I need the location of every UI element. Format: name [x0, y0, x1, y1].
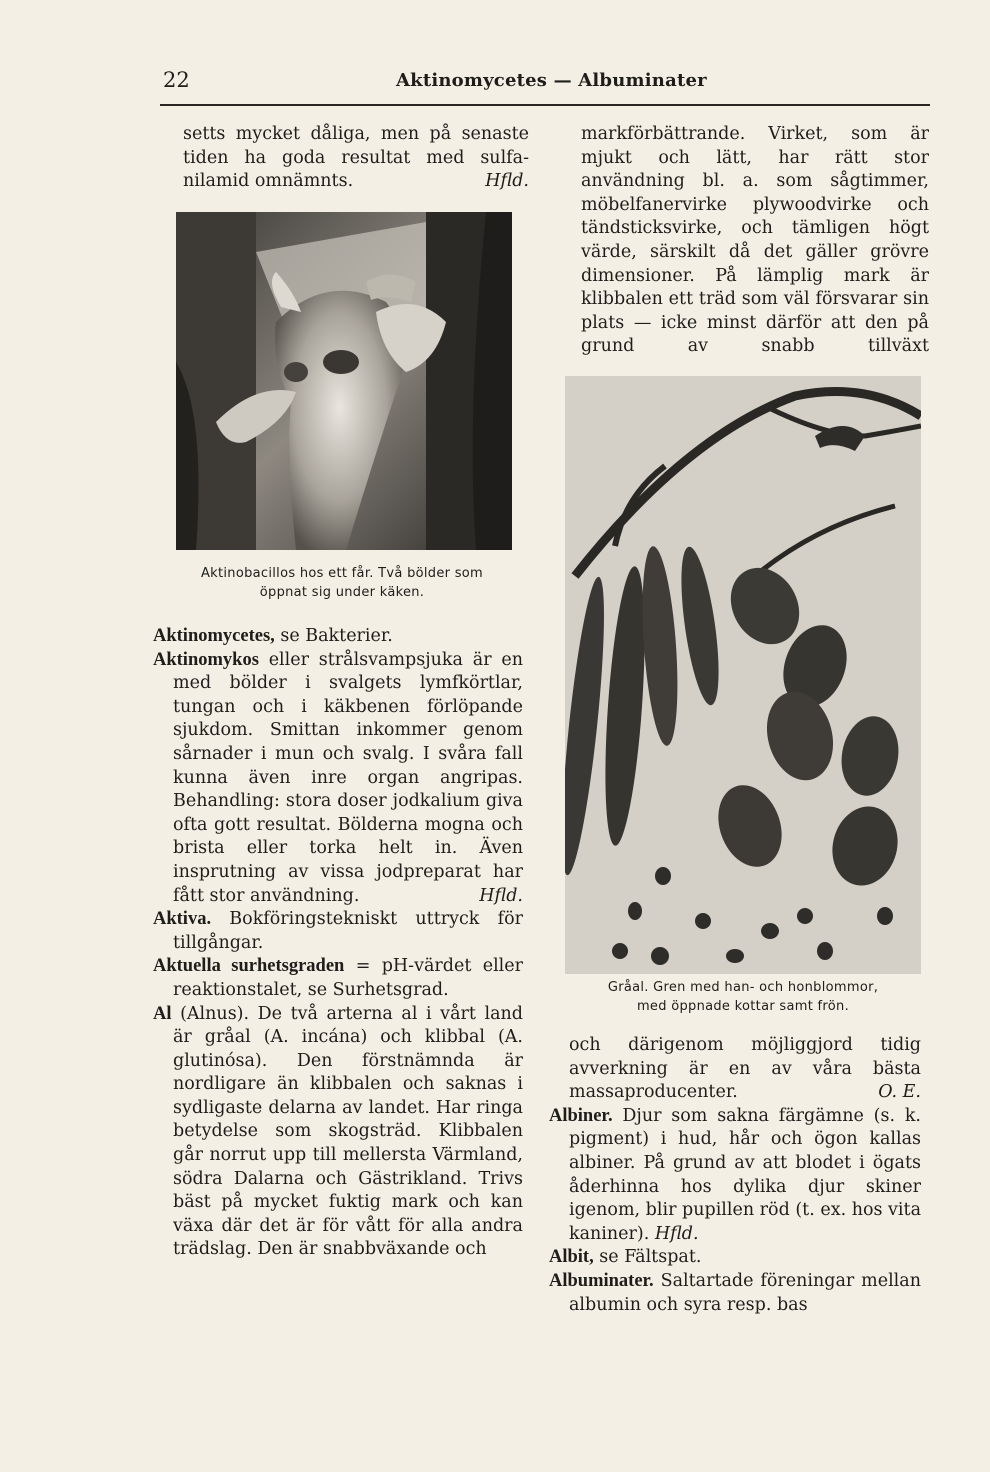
- header-rule: [160, 104, 930, 106]
- intro-signature: Hfld.: [485, 171, 529, 192]
- entry-text: se Fältspat.: [599, 1247, 702, 1268]
- entry-head: Albit,: [549, 1247, 594, 1268]
- right-top-paragraph: markförbättrande. Virket, som är mjukt och lätt, har rätt stor användning bl. a. som sågtimmer, möbelfanervirke plywoodvirke och tändsticksvirke, och tämligen högt värde, särskilt då det gäller grövre dimensioner. På lämplig mark är klibbalen ett träd som väl försvarar sin plats — icke minst därför att den på grund av snabb tillväxt: [581, 124, 929, 357]
- entry-head: Albuminater.: [549, 1270, 654, 1291]
- intro-line-3: [183, 170, 529, 194]
- entry-text: se Bakterier.: [280, 626, 393, 646]
- entry-head: Aktinomycetes,: [153, 626, 275, 646]
- entry-head: Aktinomykos: [153, 649, 259, 670]
- left-intro: [183, 123, 529, 194]
- sheep-photo-image: [176, 212, 512, 550]
- figure1-caption-line-2: öppnat sig under käken.: [259, 585, 425, 600]
- running-header: Aktinomycetes — Albuminater: [396, 70, 707, 91]
- figure1-caption: [160, 564, 524, 602]
- entry-aktinomycetes: [153, 625, 523, 649]
- entry-albit: [549, 1246, 921, 1270]
- entry-albiner: [549, 1105, 921, 1247]
- entry-head: Aktiva.: [153, 909, 212, 930]
- figure2-caption-line-2: med öppnade kottar samt frön.: [636, 999, 850, 1014]
- entry-head: Albiner.: [549, 1105, 613, 1126]
- sheep-photo: [176, 212, 512, 550]
- right-top-text: [581, 123, 929, 359]
- intro-line-2: tiden ha goda resultat med sulfa-: [183, 147, 529, 168]
- left-entries: [153, 625, 523, 1262]
- entry-signature: Hfld.: [654, 1223, 699, 1244]
- entry-aktinomykos: [153, 649, 523, 909]
- continuation-text: och därigenom möjliggjord tidig avverkning är en av våra bästa massaproducenter.: [569, 1035, 921, 1103]
- alder-photo-image: [565, 376, 921, 974]
- right-continuation: [549, 1034, 921, 1105]
- entry-head: Aktuella surhetsgraden: [153, 956, 345, 977]
- entry-signature: Hfld.: [479, 885, 523, 906]
- intro-line-3-text: nilamid omnämnts.: [183, 171, 354, 192]
- figure2-caption: [565, 978, 921, 1016]
- entry-albuminater: [549, 1270, 921, 1317]
- page-number: 22: [163, 68, 190, 92]
- alder-photo: [565, 376, 921, 974]
- intro-line-1: setts mycket dåliga, men på senaste: [183, 124, 529, 144]
- right-entries: [549, 1034, 921, 1317]
- entry-aktiva: [153, 908, 523, 955]
- entry-text: Bokföringstekniskt uttryck för tillgångar.: [173, 909, 523, 953]
- entry-text: eller strålsvampsjuka är en med bölder i svalgets lymfkörtlar, tungan och i käkbenen förlöpande sjukdom. Smittan inkommer genom sårnader i mun och svalg. I svåra fall kunna även inre organ angripas. Behandling: stora doser jodkalium giva ofta gott resultat. Bölderna mogna och brista eller torka helt in. Även insprutning av vissa jodpreparat har fått stor användning.: [173, 649, 523, 906]
- figure1-caption-line-1: Aktinobacillos hos ett får. Två bölder som: [200, 566, 484, 581]
- continuation-signature: O. E.: [878, 1082, 921, 1103]
- entry-aktuella-surhetsgraden: [153, 955, 523, 1002]
- entry-head: Al: [153, 1003, 172, 1024]
- entry-al: [153, 1003, 523, 1263]
- entry-text: Saltartade föreningar mellan albumin och syra resp. bas: [569, 1270, 921, 1315]
- figure2-caption-line-1: Gråal. Gren med han- och honblommor,: [607, 980, 879, 995]
- entry-text: (Alnus). De två arterna al i vårt land är gråal (A. incána) och klibbal (A. glutinósa). Den förstnämnda är nordligare än klibbalen och saknas i sydligaste delarna av landet. Har ringa betydelse som skogsträd. Klibbalen går norrut upp till mellersta Värmland, södra Dalarna och Gästrikland. Trivs bäst på mycket fuktig mark och kan växa där det är för vått för alla andra trädslag. Den är snabbväxande och: [173, 1003, 523, 1260]
- entry-text: = pH-värdet eller reaktionstalet, se Surhetsgrad.: [173, 956, 523, 1000]
- entry-text: Djur som sakna färgämne (s. k. pigment) i hud, hår och ögon kallas albiner. På grund av att blodet i ögats åderhinna hos dylika djur skiner igenom, blir pupillen röd (t. ex. hos vita kaniner).: [569, 1105, 921, 1244]
